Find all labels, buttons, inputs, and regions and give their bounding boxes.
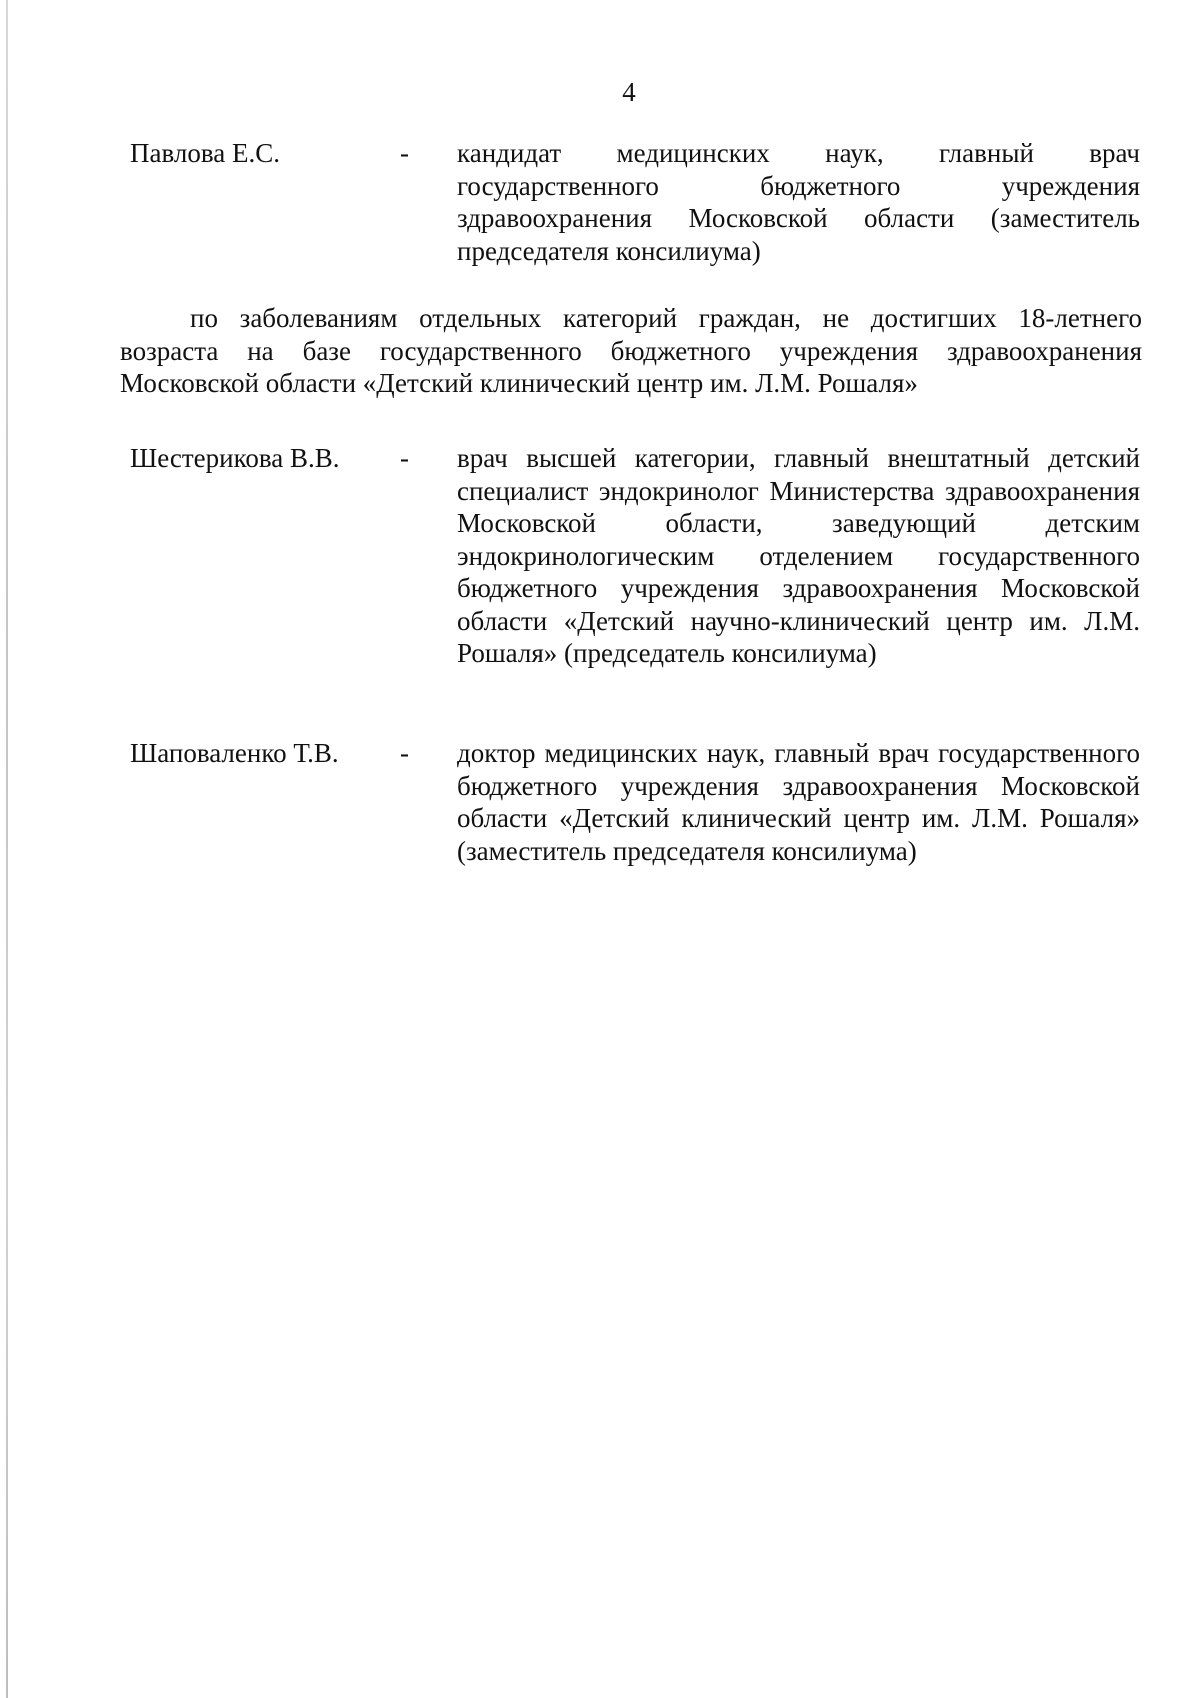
member-name: Шестерикова В.В. [130,443,340,473]
member-name: Шаповаленко Т.В. [130,738,339,768]
member-description: доктор медицинских наук, главный врач государственного бюджетного учреждения здравоохранения Московской области «Детский клинический центр им. Л.М. Рошаля» (заместитель председателя консилиума) [457,738,1140,866]
scan-edge-line [6,0,8,1698]
member-name: Павлова Е.С. [130,138,280,168]
member-description: врач высшей категории, главный внештатный детский специалист эндокринолог Министерства здравоохранения Московской области, заведующий детским эндокринологическим отделением государственного бюджетного учреждения здравоохранения Московской области «Детский научно-клинический центр им. Л.М. Рошаля» (председатель консилиума) [457,443,1140,668]
entry-dash: - [400,738,409,768]
section-heading-paragraph: по заболеваниям отдельных категорий граждан, не достигших 18-летнего возраста на базе государственного бюджетного учреждения здравоохранения Московской области «Детский клинический центр им. Л.М. Рошаля» [120,303,1142,398]
entry-dash: - [400,443,409,473]
entry-dash: - [400,138,409,168]
page-number: 4 [622,77,636,107]
member-description: кандидат медицинских наук, главный врач государственного бюджетного учреждения здравоохранения Московской области (заместитель председателя консилиума) [457,138,1140,266]
